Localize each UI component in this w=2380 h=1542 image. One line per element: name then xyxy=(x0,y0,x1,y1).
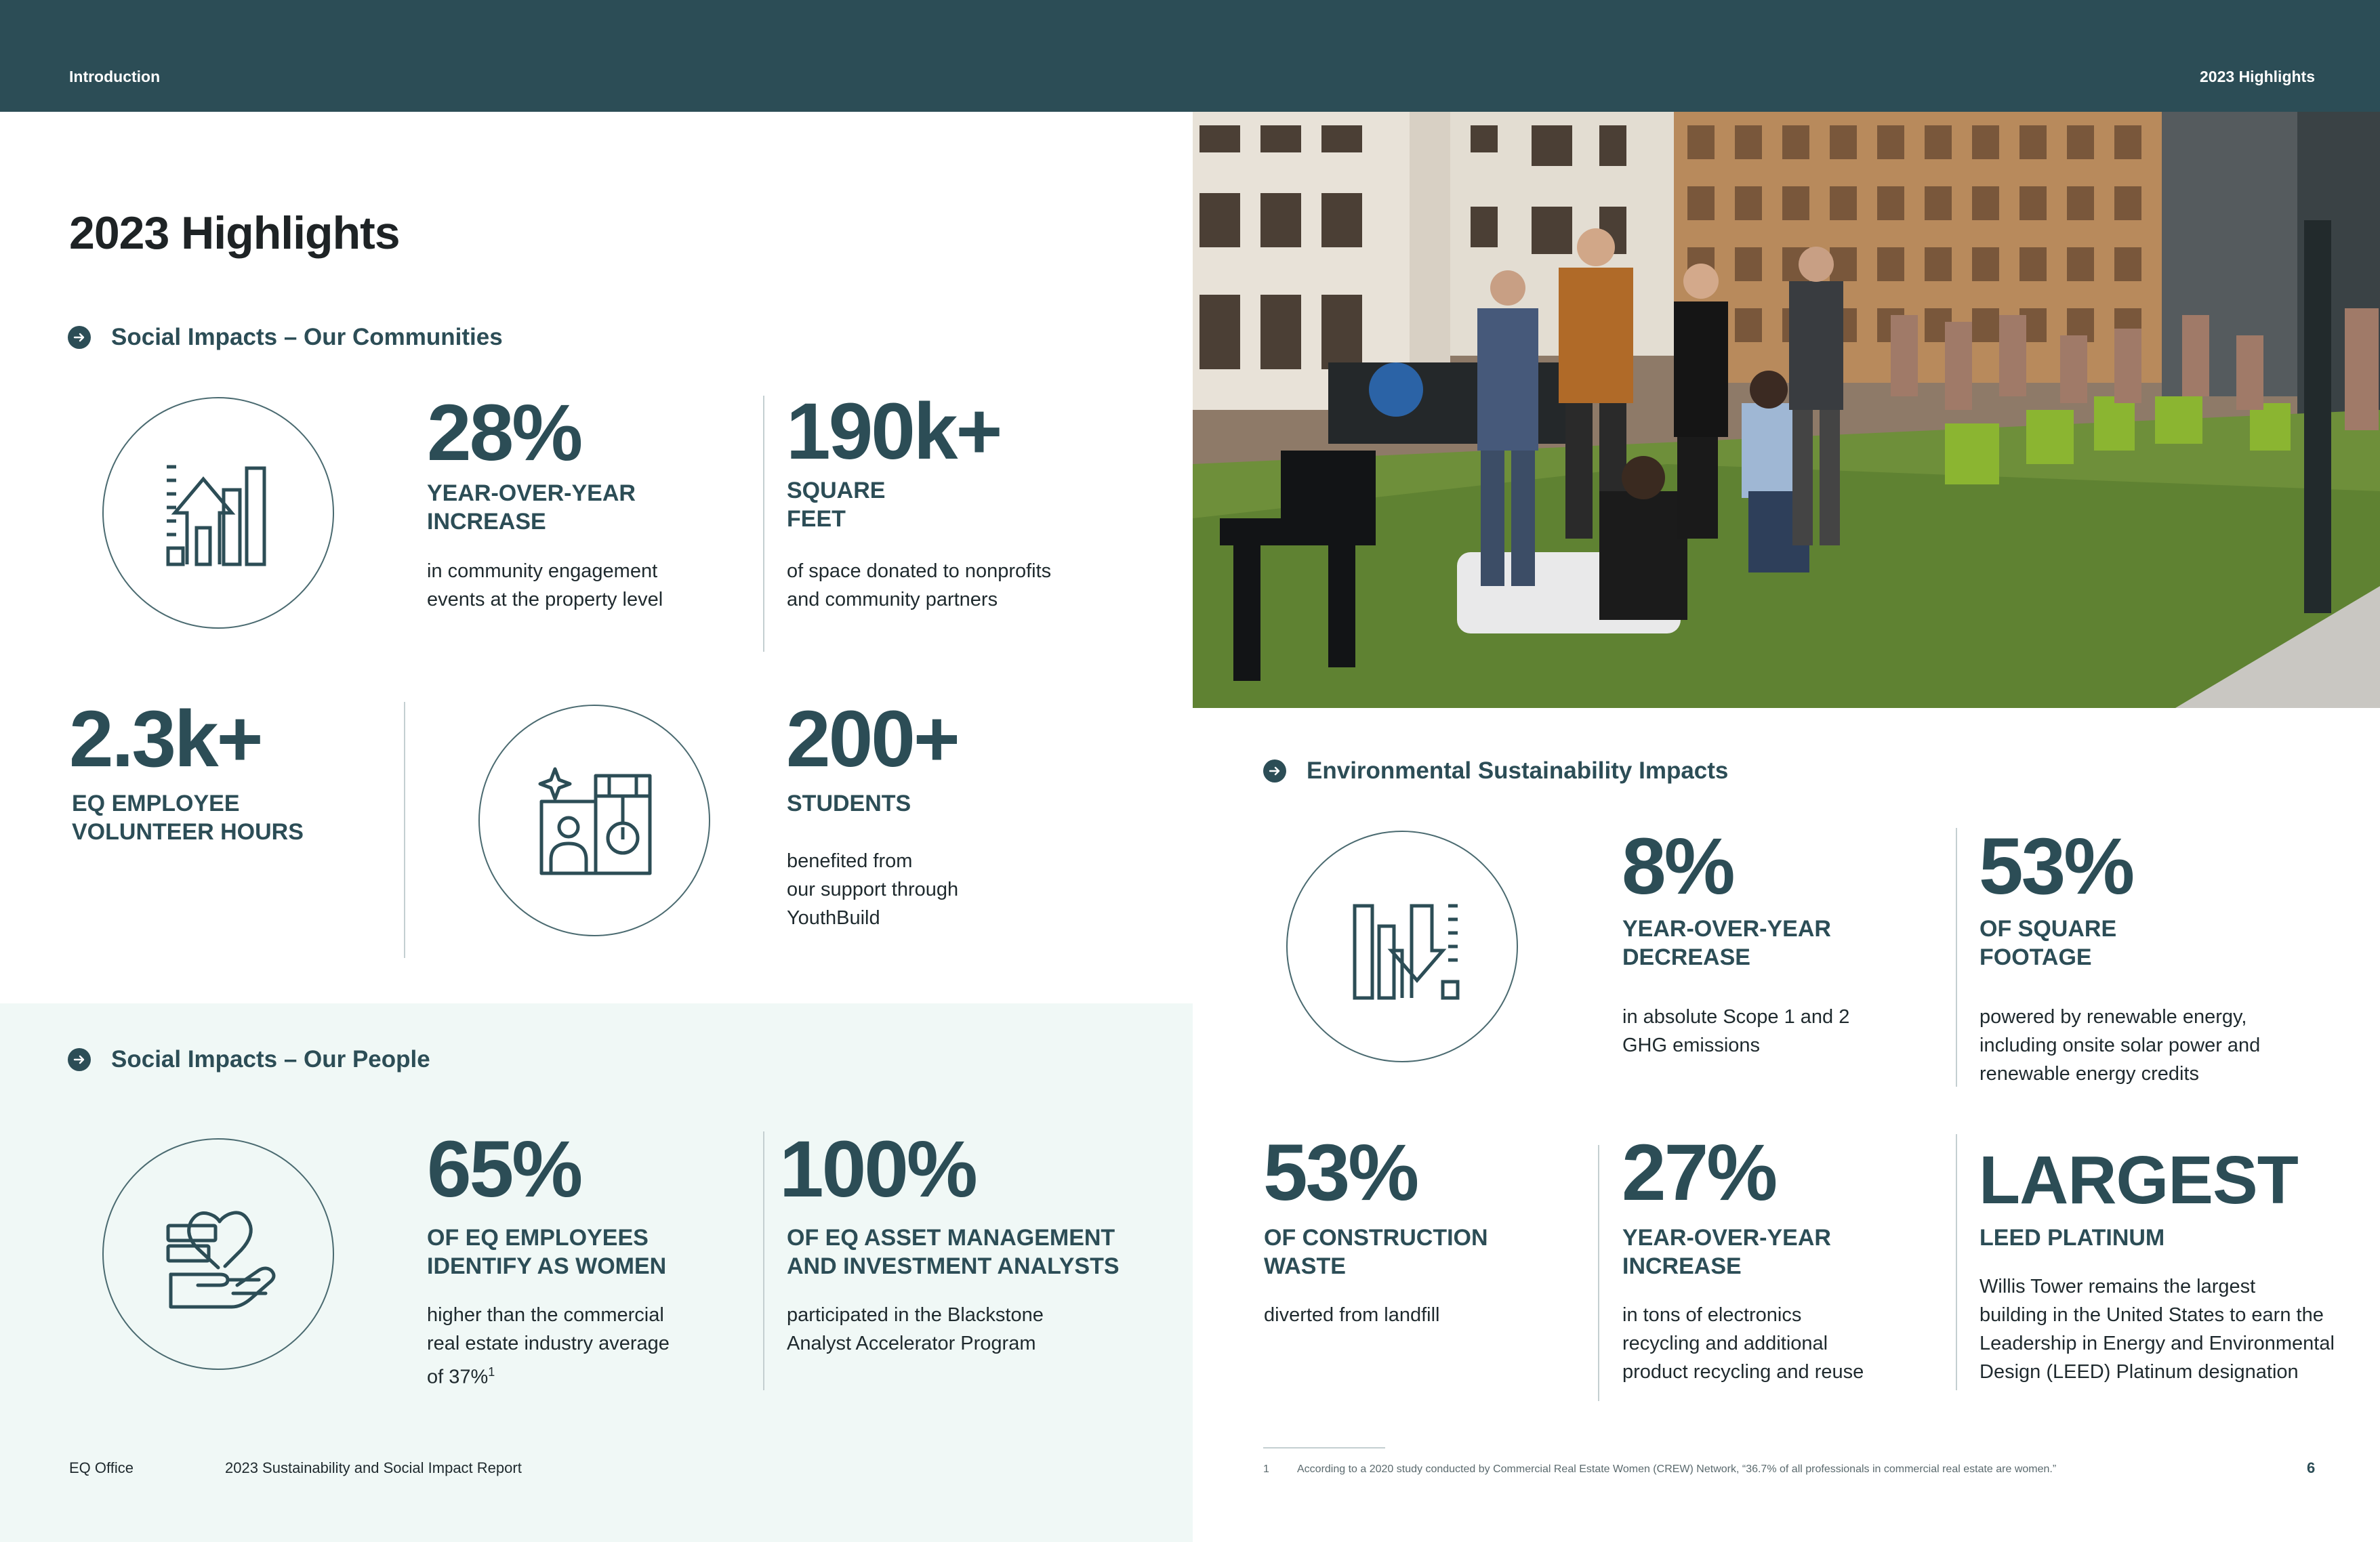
divider xyxy=(763,396,764,652)
stat-women-value: 65% xyxy=(427,1125,581,1214)
stat-engagement-label-1: YEAR-OVER-YEAR xyxy=(427,480,636,506)
divider xyxy=(404,702,405,958)
education-icon xyxy=(533,759,655,881)
stat-women-label-2: IDENTIFY AS WOMEN xyxy=(427,1253,667,1279)
footer-report-title: 2023 Sustainability and Social Impact Report xyxy=(225,1459,522,1476)
header-section-link[interactable]: Introduction xyxy=(69,68,161,85)
stat-women-label-1: OF EQ EMPLOYEES xyxy=(427,1225,649,1251)
stat-volunteer-label-2: VOLUNTEER HOURS xyxy=(72,819,304,845)
footnote-number: 1 xyxy=(1263,1463,1269,1475)
header-page-link[interactable]: 2023 Highlights xyxy=(2200,68,2315,85)
footnote-rule xyxy=(1263,1447,1385,1449)
community-icon-circle xyxy=(102,397,334,629)
stat-students-desc-3: YouthBuild xyxy=(787,907,880,929)
stat-leed-desc-3: Leadership in Energy and Environmental xyxy=(1979,1333,2335,1354)
rising-bar-chart-icon xyxy=(157,452,279,574)
stat-renewable-label-2: FOOTAGE xyxy=(1979,944,2092,970)
stat-analysts-label-2: AND INVESTMENT ANALYSTS xyxy=(787,1253,1120,1279)
stat-analysts-label-1: OF EQ ASSET MANAGEMENT xyxy=(787,1225,1115,1251)
header-bar xyxy=(0,0,2380,112)
stat-analysts-desc-1: participated in the Blackstone xyxy=(787,1304,1044,1326)
divider xyxy=(1956,1134,1957,1390)
stat-leed-label-1: LEED PLATINUM xyxy=(1979,1225,2165,1251)
section-communities-heading xyxy=(68,324,503,351)
stat-recycling-label-2: INCREASE xyxy=(1622,1253,1742,1279)
stat-space-value: 190k+ xyxy=(786,387,1001,476)
stat-leed-desc-2: building in the United States to earn the xyxy=(1979,1304,2324,1326)
stat-renewable-value: 53% xyxy=(1979,822,2133,911)
section-environment-heading xyxy=(1263,757,1728,785)
stat-renewable-label-1: OF SQUARE xyxy=(1979,916,2117,942)
stat-engagement-desc-1: in community engagement xyxy=(427,560,658,582)
stat-waste-label-1: OF CONSTRUCTION xyxy=(1264,1225,1488,1251)
stat-women-desc-2: real estate industry average xyxy=(427,1333,670,1354)
stat-waste-value: 53% xyxy=(1263,1128,1418,1217)
stat-space-desc-2: and community partners xyxy=(787,589,998,610)
divider xyxy=(763,1131,764,1390)
divider xyxy=(1956,828,1957,1087)
footnote-text: According to a 2020 study conducted by Commercial Real Estate Women (CREW) Network, “36.7% of all professionals in commercial real estate are women.” xyxy=(1297,1463,2057,1475)
stat-leed-desc-1: Willis Tower remains the largest xyxy=(1979,1276,2256,1297)
stat-analysts-desc-2: Analyst Accelerator Program xyxy=(787,1333,1036,1354)
arrow-right-icon xyxy=(68,326,91,349)
arrow-right-icon xyxy=(68,1048,91,1071)
stat-ghg-desc-2: GHG emissions xyxy=(1622,1035,1761,1056)
stat-renewable-desc-1: powered by renewable energy, xyxy=(1979,1006,2247,1028)
stat-students-value: 200+ xyxy=(786,694,958,784)
people-icon-circle xyxy=(102,1138,334,1370)
students-icon-circle xyxy=(478,705,710,936)
stat-women-desc-1: higher than the commercial xyxy=(427,1304,664,1326)
stat-ghg-desc-1: in absolute Scope 1 and 2 xyxy=(1622,1006,1850,1028)
environment-icon-circle xyxy=(1286,831,1518,1062)
stat-waste-label-2: WASTE xyxy=(1264,1253,1346,1279)
section-people-label: Social Impacts – Our People xyxy=(111,1046,430,1072)
stat-waste-desc-1: diverted from landfill xyxy=(1264,1304,1440,1326)
stat-renewable-desc-2: including onsite solar power and xyxy=(1979,1035,2261,1056)
page-title: 2023 Highlights xyxy=(69,207,400,259)
stat-women-desc-3-line xyxy=(427,1358,495,1392)
stat-ghg-label-1: YEAR-OVER-YEAR xyxy=(1622,916,1831,942)
page-number: 6 xyxy=(2307,1459,2316,1476)
stat-leed-value: LARGEST xyxy=(1979,1142,2298,1218)
stat-recycling-label-1: YEAR-OVER-YEAR xyxy=(1622,1225,1831,1251)
stat-space-desc-1: of space donated to nonprofits xyxy=(787,560,1052,582)
stat-volunteer-label-1: EQ EMPLOYEE xyxy=(72,791,240,816)
stat-analysts-value: 100% xyxy=(779,1125,976,1214)
rooftop-event-photo xyxy=(1193,112,2380,708)
stat-ghg-label-2: DECREASE xyxy=(1622,944,1750,970)
stat-women-desc-3: of 37% xyxy=(427,1366,489,1388)
stat-students-desc-1: benefited from xyxy=(787,850,913,872)
stat-engagement-label-2: INCREASE xyxy=(427,509,546,535)
stat-volunteer-value: 2.3k+ xyxy=(69,694,262,784)
stat-renewable-desc-3: renewable energy credits xyxy=(1979,1063,2200,1085)
stat-space-label-2: FEET xyxy=(787,506,846,532)
stat-leed-desc-4: Design (LEED) Platinum designation xyxy=(1979,1361,2299,1383)
footnote-reference[interactable]: 1 xyxy=(488,1365,495,1379)
falling-bar-chart-icon xyxy=(1341,885,1463,1007)
stat-engagement-value: 28% xyxy=(427,388,581,478)
stat-recycling-desc-3: product recycling and reuse xyxy=(1622,1361,1864,1383)
stat-recycling-desc-1: in tons of electronics xyxy=(1622,1304,1802,1326)
section-communities-label: Social Impacts – Our Communities xyxy=(111,324,503,350)
stat-engagement-desc-2: events at the property level xyxy=(427,589,663,610)
stat-ghg-value: 8% xyxy=(1622,822,1733,911)
stat-space-label-1: SQUARE xyxy=(787,478,886,503)
stat-students-label-1: STUDENTS xyxy=(787,791,911,816)
section-people-heading xyxy=(68,1046,430,1073)
stat-recycling-value: 27% xyxy=(1622,1128,1776,1217)
heart-hand-icon xyxy=(157,1193,279,1315)
section-environment-label: Environmental Sustainability Impacts xyxy=(1307,757,1729,784)
arrow-right-icon xyxy=(1263,759,1286,783)
stat-recycling-desc-2: recycling and additional xyxy=(1622,1333,1828,1354)
divider xyxy=(1598,1145,1599,1401)
footer-company: EQ Office xyxy=(69,1459,134,1476)
stat-students-desc-2: our support through xyxy=(787,879,959,900)
